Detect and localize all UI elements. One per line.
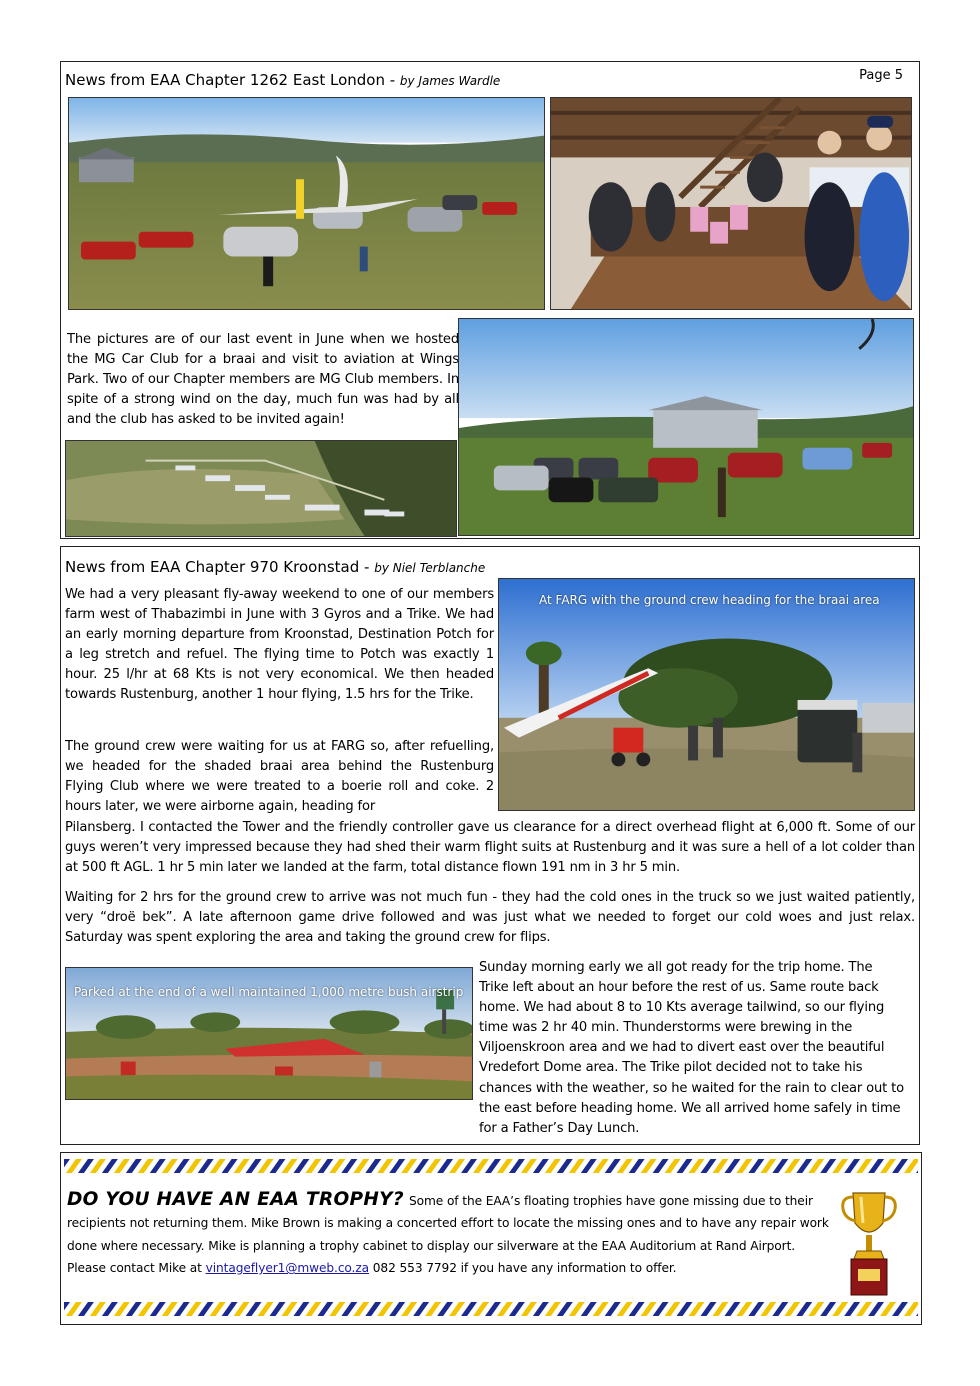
trophy-body: Some of the EAA’s floating trophies have gone missing due to their recipients not returning them. Mike Brown is making a concerted effort to locate the missing ones and to have any repair work done where necessary. Mike is planning a trophy cabinet to display our silverware at the EAA Auditorium at Rand Airport. Please contact Mike at [67, 1194, 829, 1276]
section1-paragraph: The pictures are of our last event in June when we hosted the MG Car Club for a braai and visit to aviation at Wings Park. Two of our Chapter members are MG Club members. In spite of a strong wind on the day, much fun was had by all and the club has asked to be invited again! [67, 332, 459, 428]
section-title-row: News from EAA Chapter 1262 East London - by James Wardle [65, 71, 501, 89]
trophy-body-end: 082 553 7792 if you have any information to offer. [369, 1261, 677, 1276]
photo-farg-ground-crew [498, 578, 915, 811]
section-byline: by James Wardle [399, 74, 501, 88]
section-title-row: News from EAA Chapter 970 Kroonstad - by Niel Terblanche [65, 558, 486, 576]
section-kroonstad [60, 546, 920, 1145]
trophy-heading: DO YOU HAVE AN EAA TROPHY? [67, 1189, 404, 1210]
section-east-london [60, 61, 920, 539]
photo-mg-cars-field [68, 97, 545, 310]
photo-clubhouse-interior [550, 97, 912, 310]
photo-aerial-airfield [65, 440, 457, 537]
photo-cars-parked-hangar [458, 318, 914, 536]
trophy-notice-box [60, 1152, 922, 1325]
section2-paragraph-2a: The ground crew were waiting for us at FARG so, after refuelling, we headed for the shaded braai area behind the Rustenburg Flying Club where we were treated to a boerie roll and coke. 2 hours later, we were airborne again, heading for [65, 739, 494, 815]
photo-bush-airstrip [65, 967, 473, 1100]
email-link[interactable]: vintageflyer1@mweb.co.za [205, 1261, 369, 1276]
top-stripe [64, 1159, 918, 1173]
section-title: News from EAA Chapter 970 Kroonstad [65, 558, 360, 576]
section-byline: by Niel Terblanche [374, 561, 486, 575]
trophy-text-block [67, 1189, 833, 1280]
section2-paragraph-1: We had a very pleasant fly-away weekend to one of our members farm west of Thabazimbi in June with 3 Gyros and a Trike. We had an early morning departure from Kroonstad, Destination Potch for a leg stretch and refuel. The flying time to Potch was exactly 1 hour. 25 l/hr at 68 Kts is not very economical. We then headed towards Rustenburg, another 1 hour flying, 1.5 hrs for the Trike. [65, 587, 494, 703]
page-number: Page 5 [859, 68, 903, 83]
section2-paragraph-2b: Pilansberg. I contacted the Tower and the friendly controller gave us clearance for a direct overhead flight at 6,000 ft. Some of our guys weren’t very impressed because they had shed their warm flight suits at Rustenburg and it was sure a hell of a lot colder than at 500 ft AGL. 1 hr 5 min later we landed at the farm, total distance flown 191 nm in 3 hr 5 min. [65, 820, 915, 876]
section2-paragraph-4: Sunday morning early we all got ready for the trip home. The Trike left about an hour before the rest of us. Same route back home. We had about 8 to 10 Kts average tailwind, so our flying time was 2 hr 40 min. Thunderstorms were brewing in the Viljoenskroon area and we had to divert east over the beautiful Vredefort Dome area. The Trike pilot decided not to take his chances with the weather, so he waited for the rain to clear out to the east before heading home. We all arrived home safely in time for a Father’s Day Lunch. [479, 960, 904, 1136]
section2-paragraph-3: Waiting for 2 hrs for the ground crew to arrive was not much fun - they had the cold ones in the truck so we just waited patiently, very “droë bek”. A late afternoon game drive followed and was just what we needed to forget our cold woes and just relax. Saturday was spent exploring the area and taking the ground crew for flips. [65, 890, 915, 946]
section-title: News from EAA Chapter 1262 East London [65, 71, 385, 89]
trophy-icon [839, 1189, 899, 1299]
caption-farg: At FARG with the ground crew heading for the braai area [539, 593, 880, 607]
bottom-stripe [64, 1302, 918, 1316]
caption-airstrip: Parked at the end of a well maintained 1,000 metre bush airstrip [74, 985, 464, 999]
